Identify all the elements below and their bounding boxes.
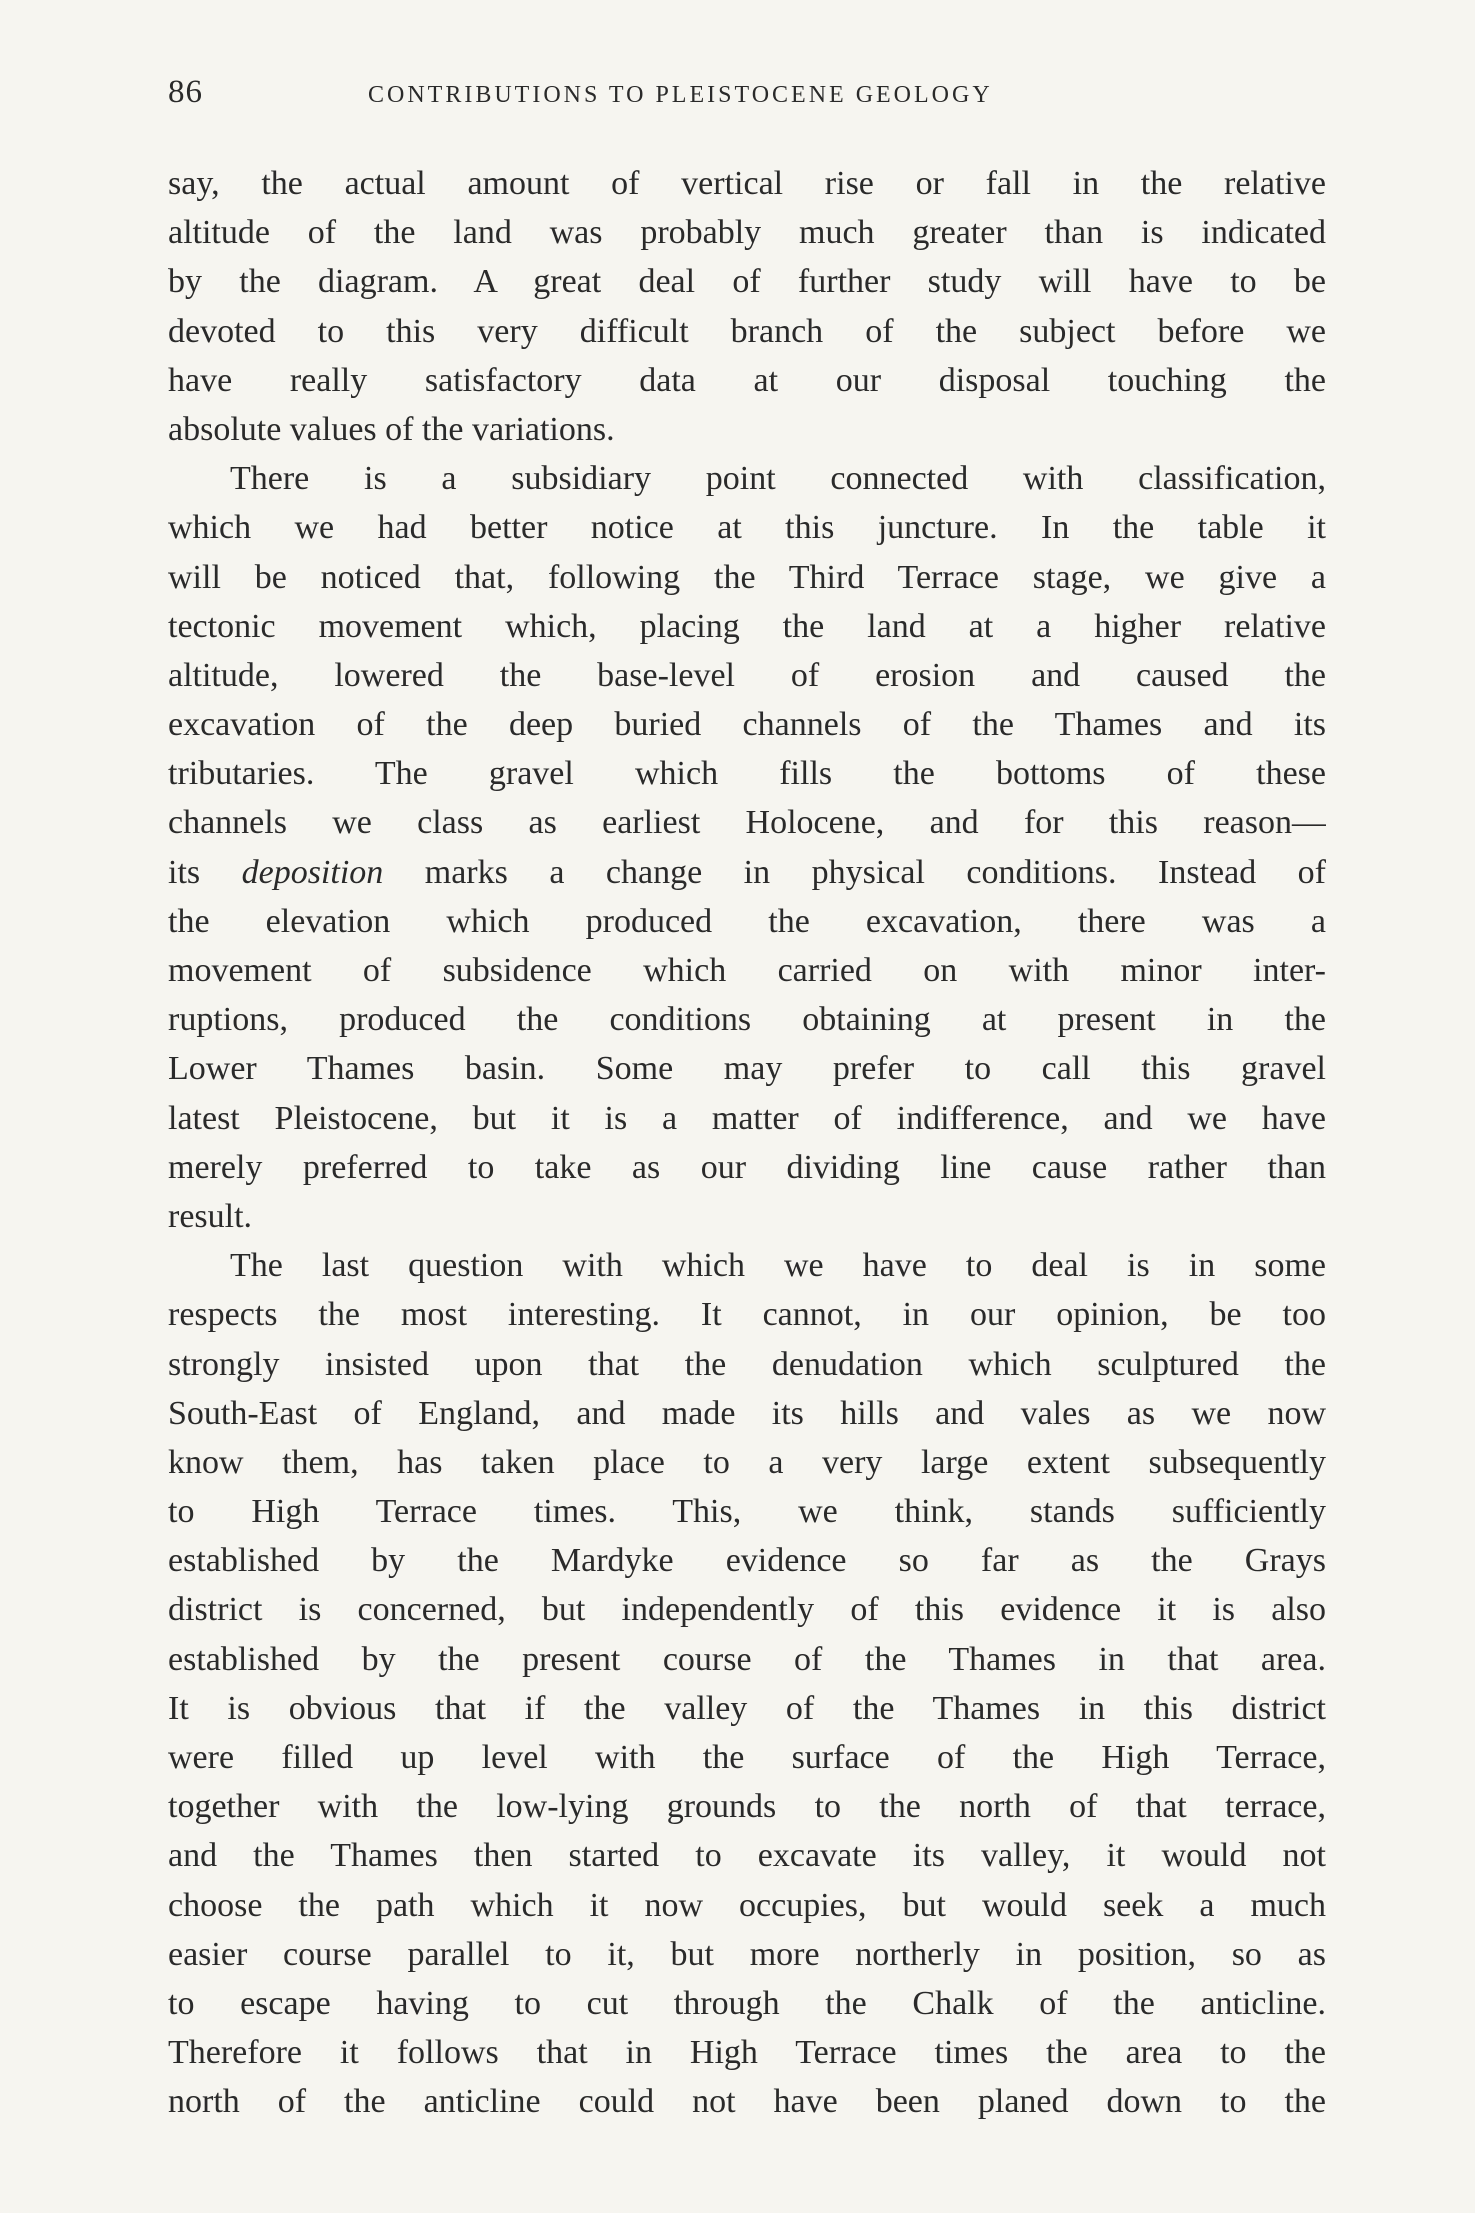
paragraph	[168, 159, 1326, 454]
text-line: absolute values of the variations.	[168, 410, 615, 448]
text-line: will be noticed that, following the Third Terrace stage, we give a	[168, 558, 1326, 596]
text-line: district is concerned, but independently of this evidence it is also	[168, 1591, 1326, 1629]
text-line: tectonic movement which, placing the land at a higher relative	[168, 607, 1326, 645]
text-line: choose the path which it now occupies, but would seek a much	[168, 1886, 1326, 1924]
italic-term: deposition	[241, 853, 384, 891]
text-line: The last question with which we have to deal is in some	[230, 1247, 1326, 1285]
text-line: the elevation which produced the excavation, there was a	[168, 902, 1326, 940]
text-line: respects the most interesting. It cannot, in our opinion, be too	[168, 1296, 1326, 1334]
text-line: merely preferred to take as our dividing line cause rather than	[168, 1148, 1326, 1186]
text-line: by the diagram. A great deal of further study will have to be	[168, 263, 1326, 301]
text-line: It is obvious that if the valley of the Thames in this district	[168, 1689, 1326, 1727]
text-line: know them, has taken place to a very large extent subsequently	[168, 1443, 1326, 1481]
text-line: Lower Thames basin. Some may prefer to call this gravel	[168, 1050, 1326, 1088]
text-line: channels we class as earliest Holocene, and for this reason—	[168, 804, 1326, 842]
running-title: CONTRIBUTIONS TO PLEISTOCENE GEOLOGY	[368, 82, 993, 108]
text-line: which we had better notice at this juncture. In the table it	[168, 509, 1326, 547]
text-line: There is a subsidiary point connected with classification,	[230, 460, 1326, 498]
text-line: excavation of the deep buried channels of the Thames and its	[168, 706, 1326, 744]
text-line: were filled up level with the surface of the High Terrace,	[168, 1739, 1326, 1776]
text-line: to High Terrace times. This, we think, stands sufficiently	[168, 1493, 1326, 1531]
text-line: established by the present course of the Thames in that area.	[168, 1640, 1326, 1678]
text-line: altitude of the land was probably much greater than is indicated	[168, 214, 1326, 252]
text-line: Therefore it follows that in High Terrace times the area to the	[168, 2034, 1326, 2072]
text-line: say, the actual amount of vertical rise or fall in the relative	[168, 165, 1326, 202]
text-line: latest Pleistocene, but it is a matter of indifference, and we have	[168, 1099, 1326, 1137]
text-line: have really satisfactory data at our disposal touching the	[168, 361, 1326, 399]
text-line: tributaries. The gravel which fills the bottoms of these	[168, 755, 1326, 793]
text-line: together with the low-lying grounds to the north of that terrace,	[168, 1788, 1326, 1826]
text-line: and the Thames then started to excavate its valley, it would not	[168, 1837, 1326, 1875]
page-number: 86	[168, 74, 203, 110]
text-line: established by the Mardyke evidence so far as the Grays	[168, 1542, 1326, 1580]
text-line: movement of subsidence which carried on with minor inter-	[168, 952, 1326, 989]
body-text	[168, 159, 1326, 2127]
text-line: its deposition marks a change in physical conditions. Instead of	[168, 853, 1326, 891]
text-line: ruptions, produced the conditions obtaining at present in the	[168, 1001, 1326, 1039]
text-line: easier course parallel to it, but more northerly in position, so as	[168, 1935, 1326, 1973]
running-head	[168, 74, 1328, 124]
text-line: to escape having to cut through the Chalk of the anticline.	[168, 1984, 1326, 2022]
text-line: north of the anticline could not have been planed down to the	[168, 2083, 1326, 2121]
paragraph	[168, 454, 1326, 1241]
text-line: South-East of England, and made its hills and vales as we now	[168, 1394, 1326, 1432]
text-line: result.	[168, 1197, 253, 1235]
text-line: altitude, lowered the base-level of erosion and caused the	[168, 656, 1326, 694]
text-line: strongly insisted upon that the denudation which sculptured the	[168, 1345, 1326, 1383]
text-line: devoted to this very difficult branch of the subject before we	[168, 312, 1326, 350]
paragraph	[168, 1241, 1326, 2126]
